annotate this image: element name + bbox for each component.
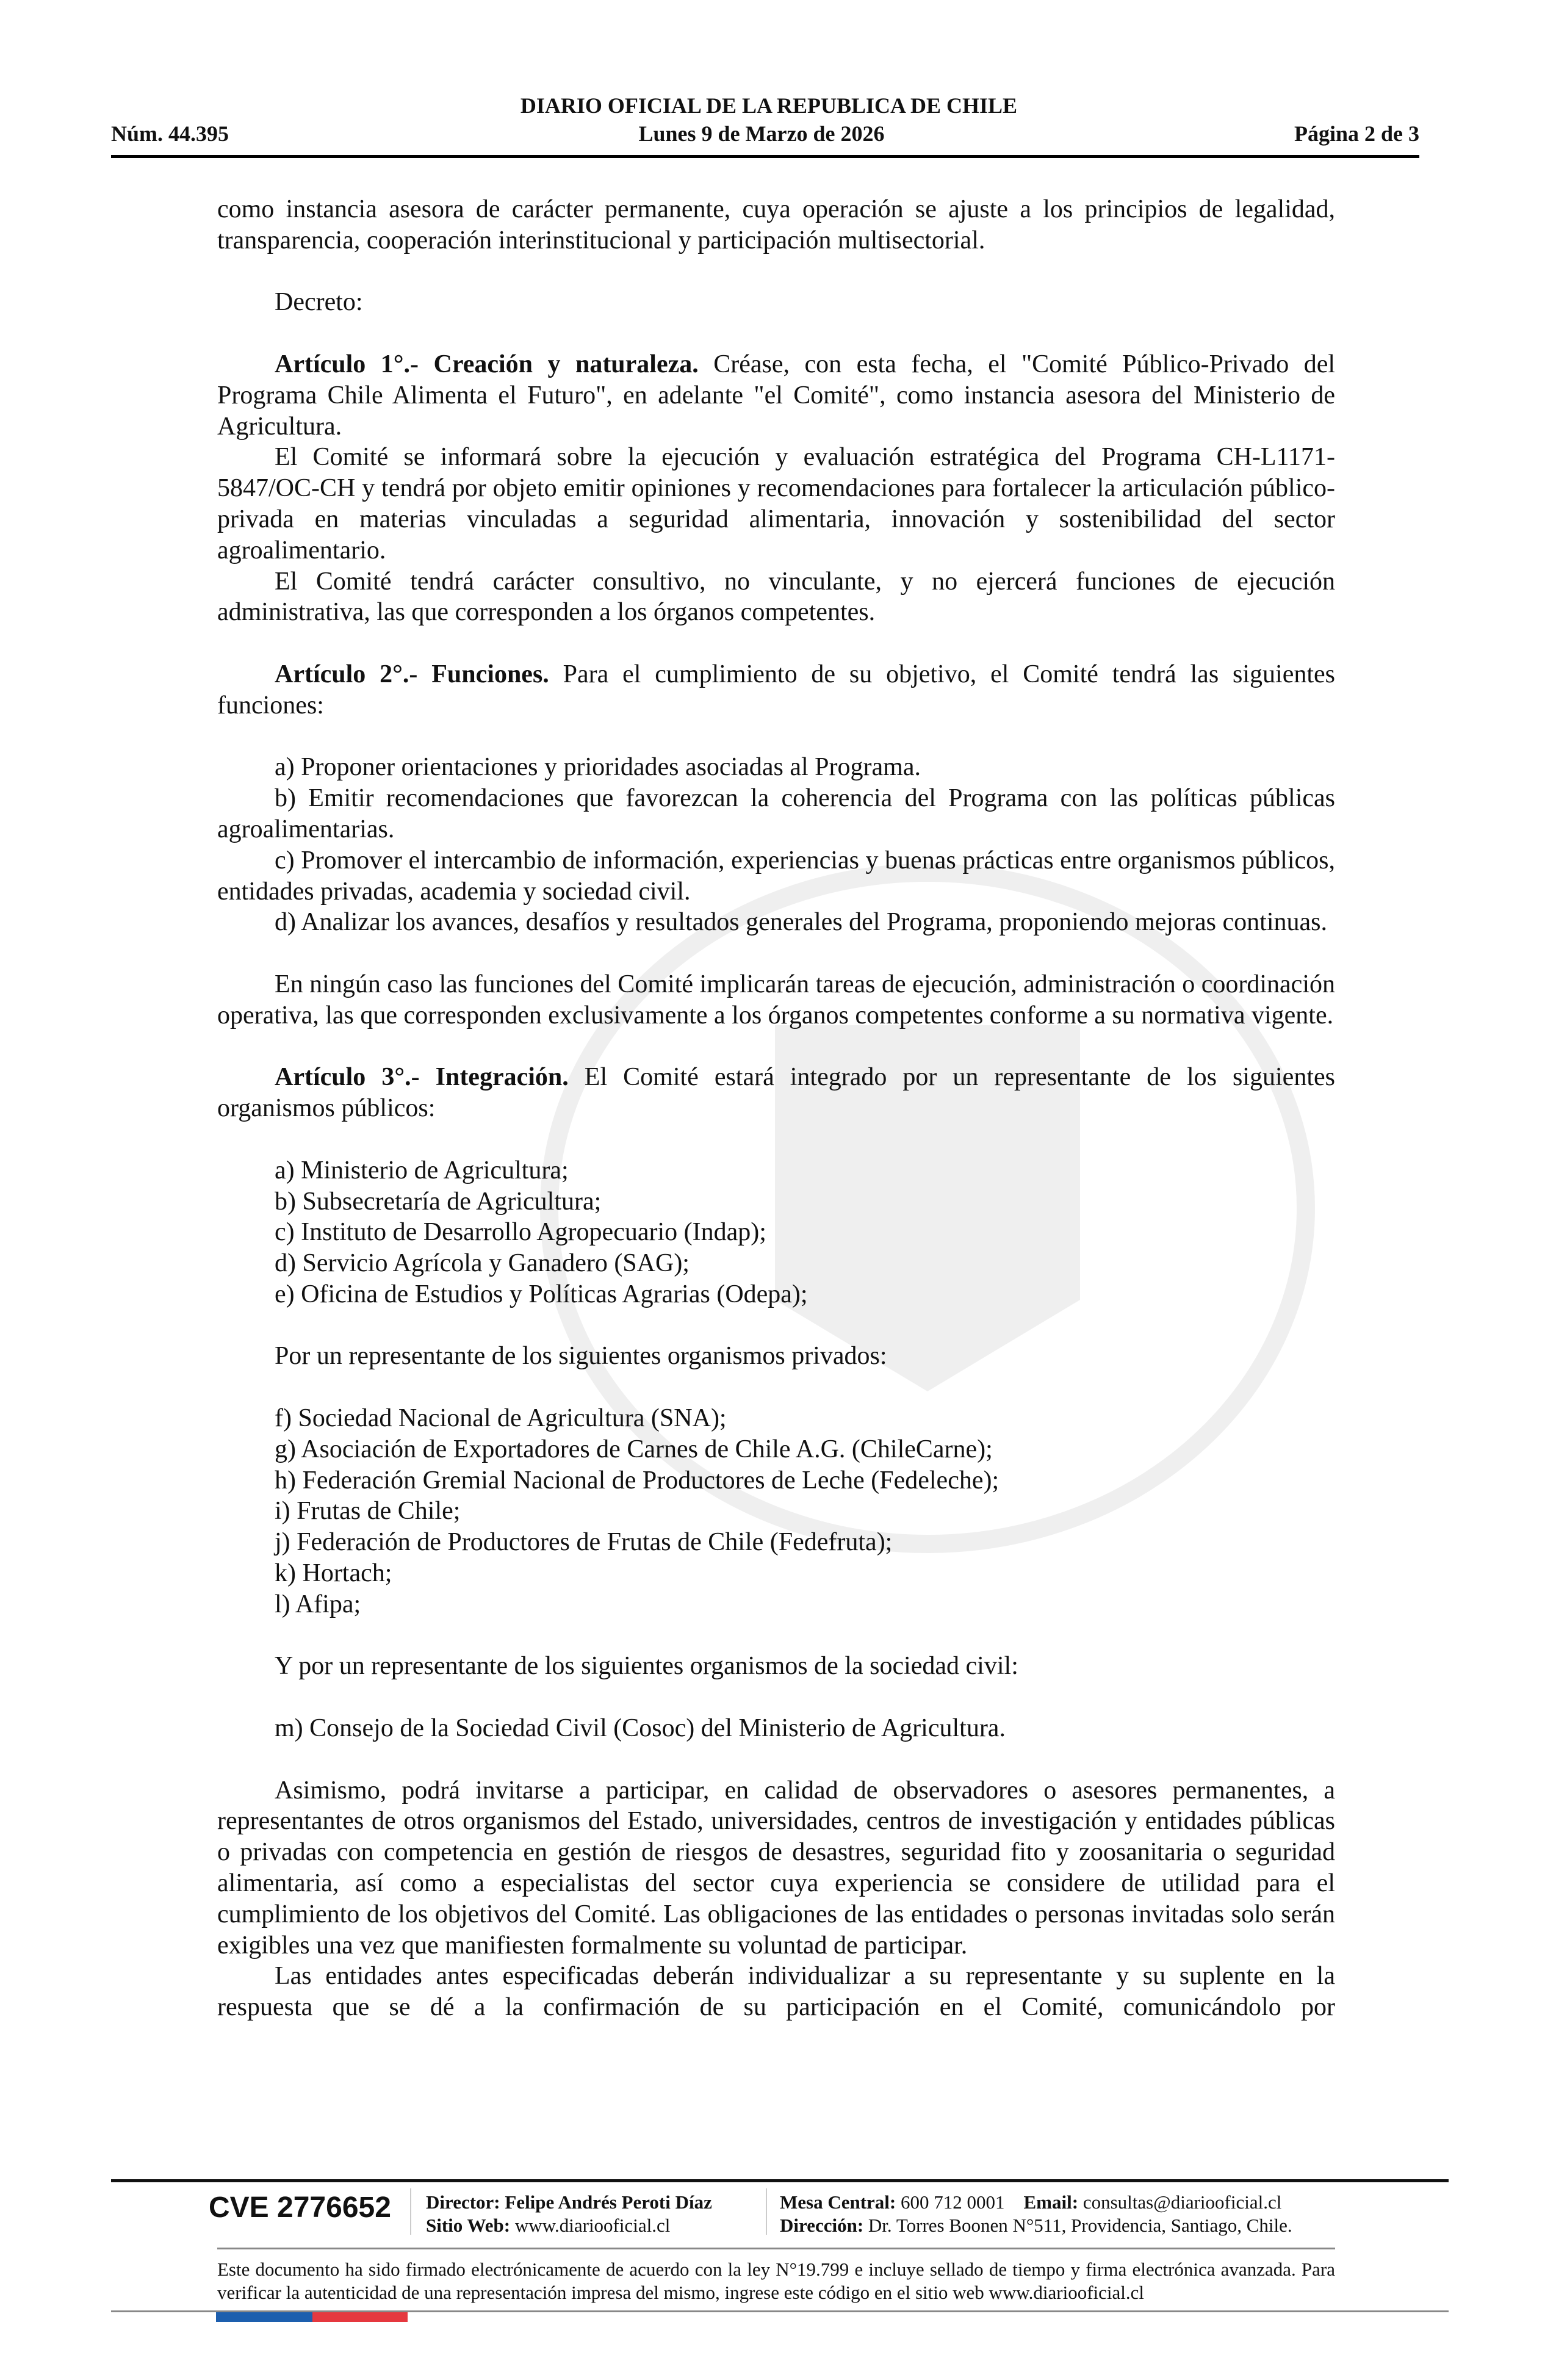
list-item: e) Oficina de Estudios y Políticas Agrarias (Odepa); — [275, 1280, 808, 1308]
newspaper-title: DIARIO OFICIAL DE LA REPUBLICA DE CHILE — [520, 93, 1018, 118]
page-number: Página 2 de 3 — [1294, 121, 1419, 146]
phone-number: 600 712 0001 — [901, 2191, 1005, 2213]
paragraph: Asimismo, podrá invitarse a participar, en calidad de observadores o asesores permanentes, a representantes de otros organismos del Estado, universidades, centros de investigación y entidades públicas o privadas con competencia en gestión de riesgos de desastres, seguridad fito y zoosanitaria o seguridad alimentaria, así como a especialistas del sector cuya experiencia se considere de utilidad para el cumplimiento de los objetivos del Comité. Las obligaciones de las entidades o personas invitadas solo serán exigibles una vez que manifiesten formalmente su voluntad de participar. — [217, 1776, 1335, 1960]
flag-stripe-blue — [216, 2312, 312, 2322]
article-2 — [217, 659, 1335, 721]
list-item: k) Hortach; — [275, 1559, 392, 1588]
list-item: m) Consejo de la Sociedad Civil (Cosoc) del Ministerio de Agricultura. — [275, 1714, 1006, 1743]
address-text: Dr. Torres Boonen N°511, Providencia, Santiago, Chile. — [868, 2215, 1292, 2236]
footer-director-block — [426, 2191, 712, 2237]
address-label: Dirección: — [780, 2215, 864, 2236]
list-item: h) Federación Gremial Nacional de Productores de Leche (Fedeleche); — [275, 1466, 1000, 1495]
list-item: j) Federación de Productores de Frutas de Chile (Fedefruta); — [275, 1528, 893, 1557]
paragraph: como instancia asesora de carácter permanente, cuya operación se ajuste a los principios de legalidad, transparencia, cooperación interinstitucional y participación multisectorial. — [217, 195, 1335, 254]
footer-contact-block — [780, 2191, 1292, 2237]
document-body — [217, 194, 1335, 2023]
footer-divider — [111, 2179, 1449, 2182]
article-1 — [217, 349, 1335, 442]
list-item: c) Instituto de Desarrollo Agropecuario (Indap); — [275, 1218, 766, 1247]
list-item: b) Emitir recomendaciones que favorezcan la coherencia del Programa con las políticas públicas agroalimentarias. — [217, 784, 1335, 843]
paragraph: En ningún caso las funciones del Comité implicarán tareas de ejecución, administración o coordinación operativa, las que corresponden exclusivamente a los órganos competentes conforme a su normativa vigente. — [217, 970, 1335, 1030]
signature-note: Este documento ha sido firmado electrónicamente de acuerdo con la ley N°19.799 e incluye sellado de tiempo y firma electrónica avanzada. Para verificar la autenticidad de una representación impresa del mismo, ingrese este código en el sitio web www.diariooficial.cl — [217, 2259, 1335, 2303]
phone-label: Mesa Central: — [780, 2191, 896, 2213]
list-item: d) Analizar los avances, desafíos y resultados generales del Programa, proponiendo mejoras continuas. — [275, 908, 1327, 937]
paragraph: El Comité se informará sobre la ejecución y evaluación estratégica del Programa CH-L1171- 5847/OC-CH y tendrá por objeto emitir opiniones y recomendaciones para fortalecer la articulación público-privada en materias vinculadas a seguridad alimentaria, innovación y sostenibilidad del sector agroalimentario. — [217, 443, 1335, 564]
website-link[interactable]: www.diariooficial.cl — [514, 2215, 671, 2236]
web-label: Sitio Web: — [426, 2215, 511, 2236]
footer-separator — [410, 2188, 411, 2235]
list-item: b) Subsecretaría de Agricultura; — [275, 1187, 602, 1216]
decree-label: Decreto: — [275, 288, 363, 317]
article-heading: Artículo 3°.- Integración. — [275, 1063, 569, 1092]
article-text: El Comité estará integrado por un representante de los siguientes organismos públicos: — [217, 1063, 1335, 1123]
list-item: i) Frutas de Chile; — [275, 1497, 461, 1526]
paragraph: Por un representante de los siguientes organismos privados: — [275, 1342, 887, 1371]
article-3 — [217, 1062, 1335, 1124]
paragraph: Y por un representante de los siguientes organismos de la sociedad civil: — [275, 1652, 1018, 1681]
list-item: a) Ministerio de Agricultura; — [275, 1156, 569, 1185]
paragraph: Las entidades antes especificadas deberán individualizar a su representante y su suplente en la respuesta que se dé a la confirmación de su participación en el Comité, comunicándolo por — [217, 1962, 1335, 2022]
header-row — [111, 121, 1419, 146]
director-label: Director: — [426, 2191, 500, 2213]
paragraph: El Comité tendrá carácter consultivo, no vinculante, y no ejercerá funciones de ejecución administrativa, las que corresponden a los órganos competentes. — [217, 567, 1335, 627]
email-link[interactable]: consultas@diariooficial.cl — [1082, 2191, 1282, 2213]
article-heading: Artículo 2°.- Funciones. — [275, 660, 549, 688]
footer-separator — [766, 2188, 767, 2235]
cve-code: CVE 2776652 — [209, 2191, 391, 2224]
header-divider — [111, 155, 1419, 158]
article-text: Créase, con esta fecha, el "Comité Público-Privado del Programa Chile Alimenta el Futuro", en adelante "el Comité", como instancia asesora del Ministerio de Agricultura. — [217, 350, 1336, 441]
issue-number: Núm. 44.395 — [111, 121, 229, 146]
list-item: d) Servicio Agrícola y Ganadero (SAG); — [275, 1249, 690, 1278]
list-item: l) Afipa; — [275, 1590, 361, 1618]
list-item: c) Promover el intercambio de información, experiencias y buenas prácticas entre organismos públicos, entidades privadas, academia y sociedad civil. — [217, 846, 1335, 906]
footer-divider — [217, 2248, 1335, 2249]
article-heading: Artículo 1°.- Creación y naturaleza. — [275, 350, 699, 378]
director-name: Felipe Andrés Peroti Díaz — [505, 2191, 712, 2213]
email-label: Email: — [1023, 2191, 1079, 2213]
list-item: a) Proponer orientaciones y prioridades asociadas al Programa. — [275, 753, 921, 782]
list-item: g) Asociación de Exportadores de Carnes de Chile A.G. (ChileCarne); — [275, 1435, 993, 1463]
issue-date: Lunes 9 de Marzo de 2026 — [638, 121, 885, 146]
list-item: f) Sociedad Nacional de Agricultura (SNA); — [275, 1404, 727, 1433]
flag-stripe-red — [312, 2312, 408, 2322]
article-text: Para el cumplimiento de su objetivo, el Comité tendrá las siguientes funciones: — [217, 660, 1335, 719]
